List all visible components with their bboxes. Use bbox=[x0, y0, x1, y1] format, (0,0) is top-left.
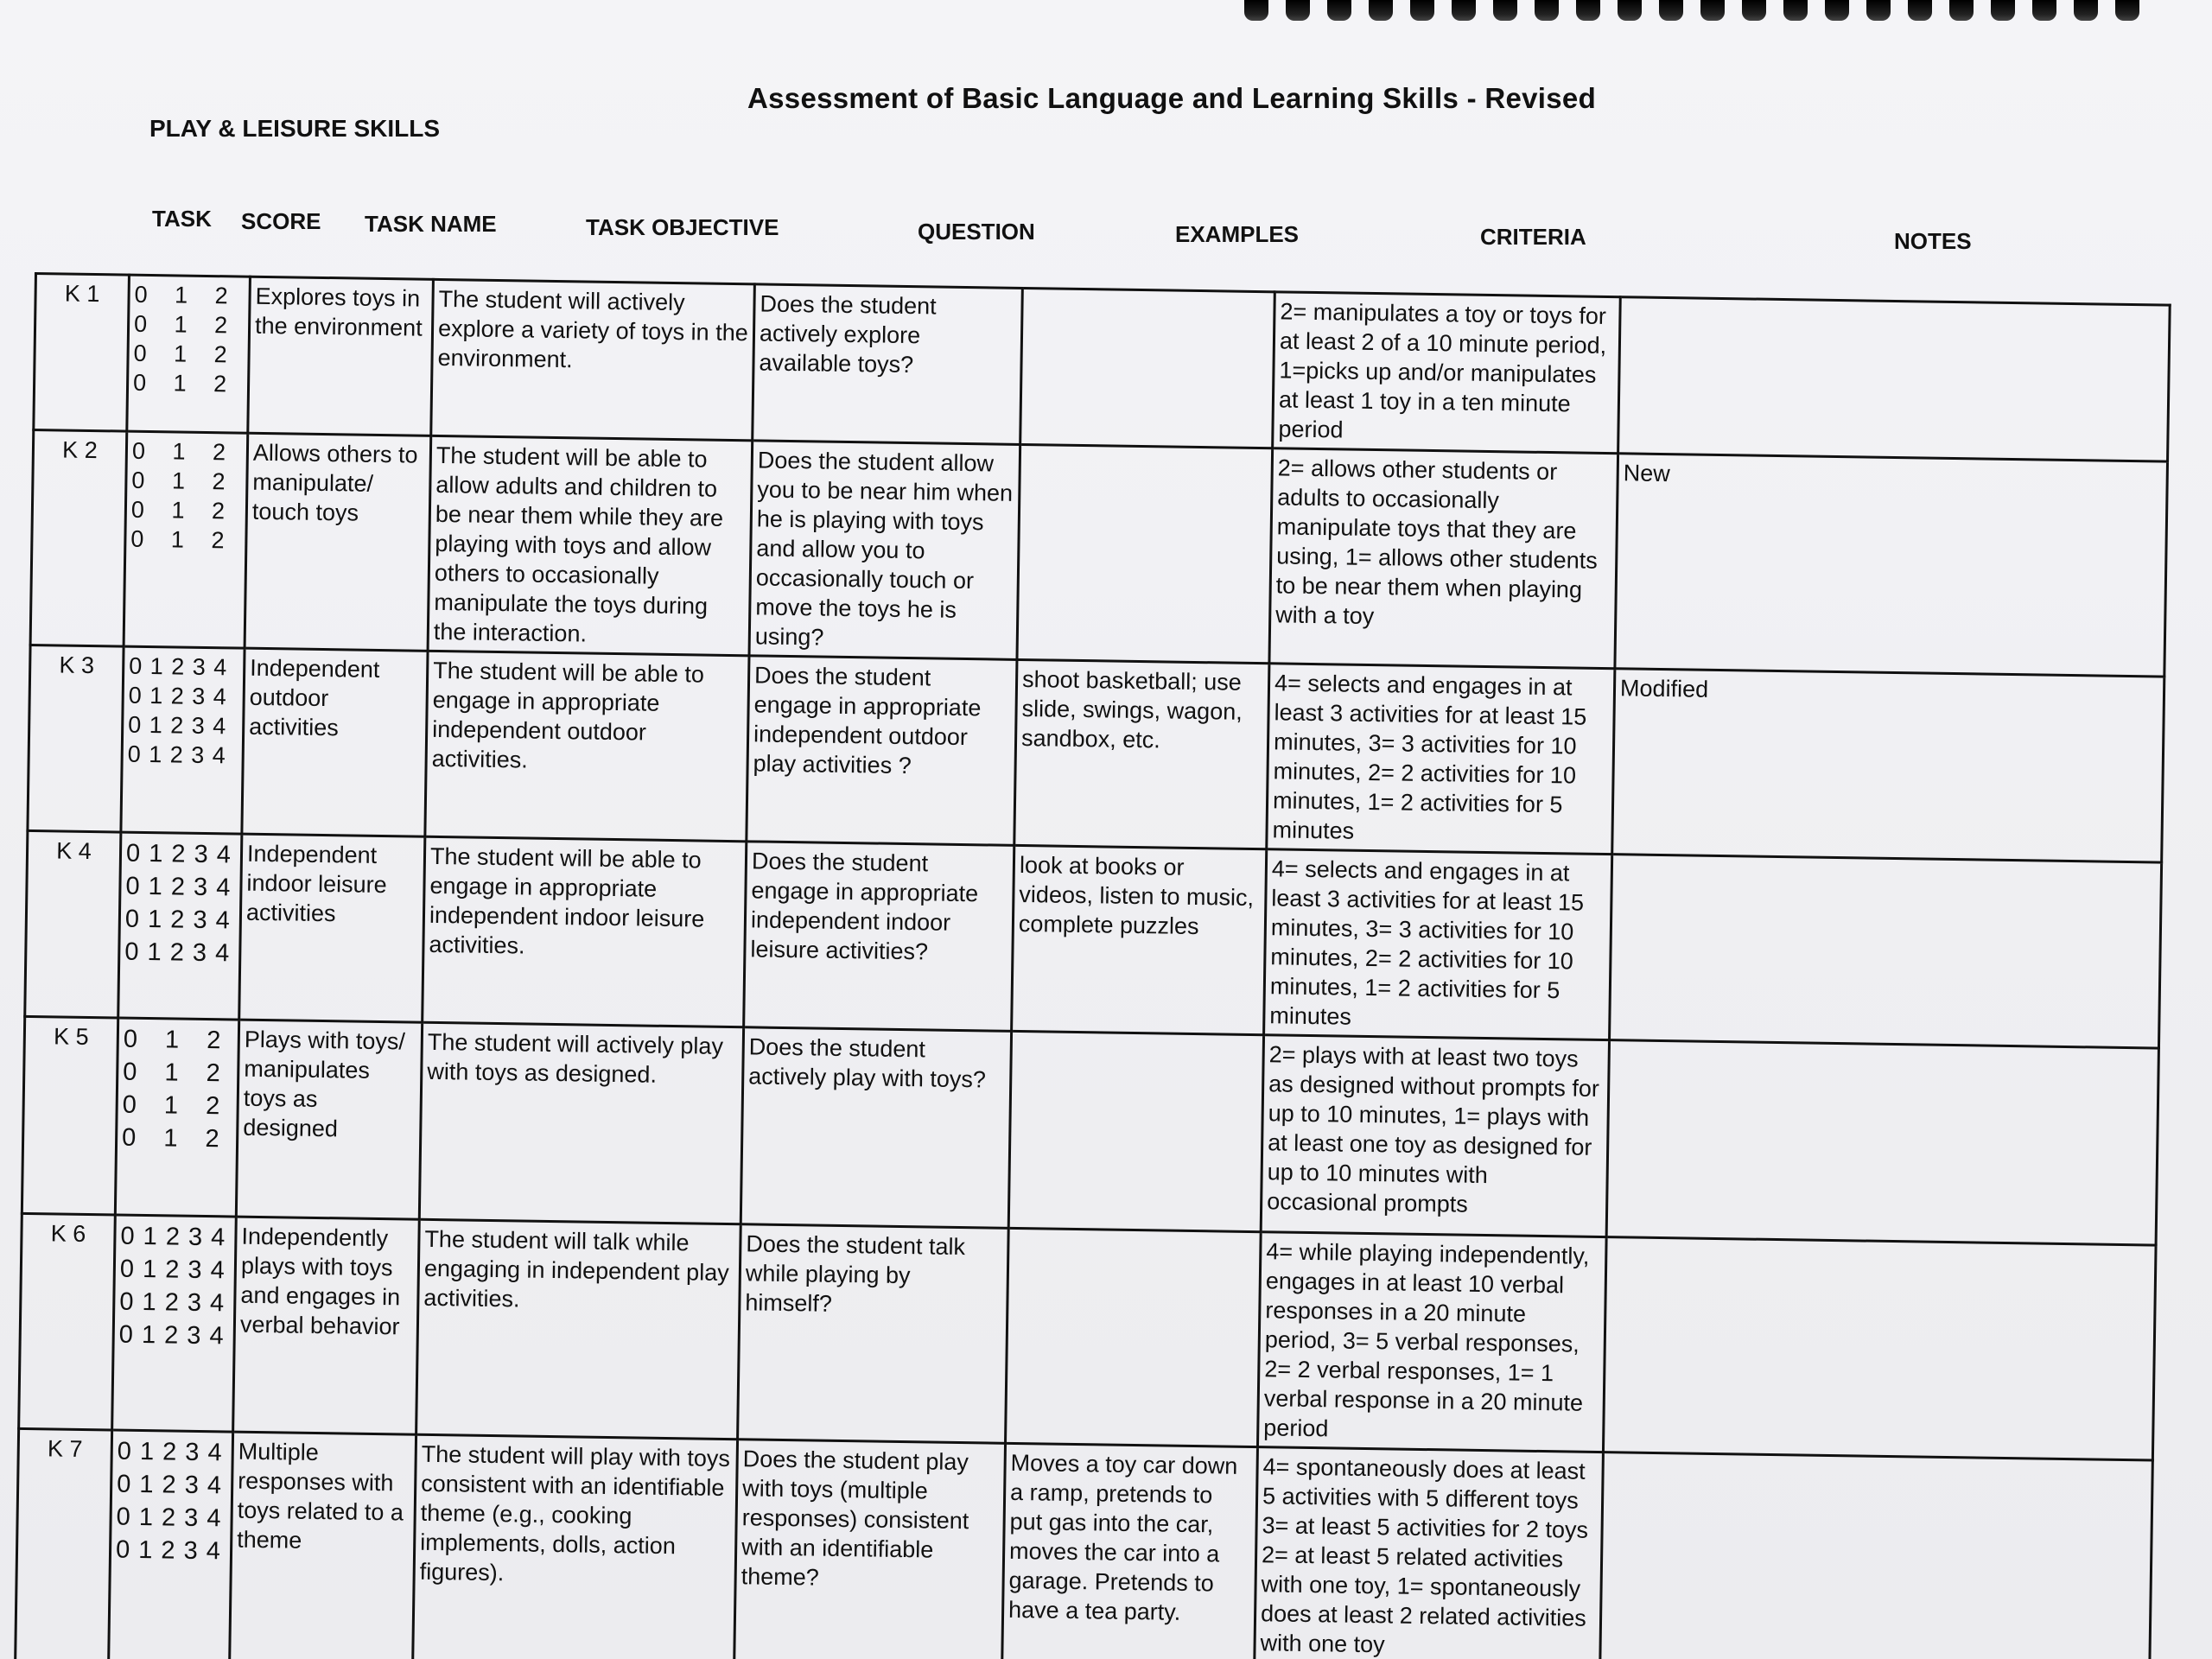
binding-coil bbox=[1949, 0, 1974, 21]
score-options[interactable]: 0 1 2 3 4 bbox=[127, 741, 227, 769]
table-row bbox=[34, 274, 2170, 462]
score-options[interactable]: 0 1 2 3 4 bbox=[115, 1535, 222, 1566]
score-options[interactable]: 0 1 2 bbox=[130, 496, 226, 524]
score-cell bbox=[118, 832, 242, 1020]
binding-coil bbox=[1327, 0, 1351, 21]
score-options[interactable]: 0 1 2 3 4 bbox=[117, 1437, 223, 1467]
task-examples: shoot basketball; use slide, swings, wagon, sandbox, etc. bbox=[1014, 659, 1269, 849]
score-cell bbox=[112, 1215, 237, 1432]
task-criteria: 4= selects and engages in at least 3 activities for at least 15 minutes, 3= 3 activities for 10 minutes, 2= 2 activities for 10 minutes, 1= 2 activities for 5 minutes bbox=[1264, 849, 1612, 1040]
task-name: Independently plays with toys and engages in verbal behavior bbox=[233, 1217, 420, 1434]
task-id: K 7 bbox=[15, 1428, 111, 1659]
table-row bbox=[25, 830, 2162, 1048]
binding-coil bbox=[1535, 0, 1559, 21]
score-options[interactable]: 0 1 2 3 4 bbox=[124, 938, 231, 968]
table-row bbox=[30, 430, 2167, 677]
score-options[interactable]: 0 1 2 bbox=[122, 1090, 221, 1121]
task-examples bbox=[1006, 1228, 1262, 1446]
binding-coil bbox=[1286, 0, 1310, 21]
score-options[interactable]: 0 1 2 3 4 bbox=[128, 711, 227, 740]
table-row bbox=[22, 1016, 2158, 1245]
task-notes[interactable] bbox=[1599, 1452, 2152, 1659]
task-name: Multiple responses with toys related to a theme bbox=[229, 1432, 416, 1659]
binding-coil bbox=[2032, 0, 2056, 21]
score-cell bbox=[115, 1018, 238, 1217]
document-title: Assessment of Basic Language and Learning Skills - Revised bbox=[747, 82, 1597, 114]
task-question: Does the student allow you to be near him when he is playing with toys and allow you to occasionally touch or move the toys he is using? bbox=[749, 441, 1020, 660]
task-question: Does the student engage in appropriate independent outdoor play activities ? bbox=[747, 656, 1017, 846]
score-options[interactable]: 0 1 2 3 4 bbox=[118, 1320, 225, 1351]
task-id: K 2 bbox=[30, 430, 127, 647]
task-examples bbox=[1020, 288, 1275, 448]
task-criteria: 4= while playing independently, engages in at least 10 verbal responses in a 20 minute period, 3= 5 verbal responses, 2= 2 verbal responses, 1= 1 verbal response in a 20 minute period bbox=[1257, 1232, 1606, 1452]
binding-coil bbox=[1244, 0, 1268, 21]
score-options[interactable]: 0 1 2 3 4 bbox=[125, 839, 232, 869]
score-options[interactable]: 0 1 2 bbox=[130, 525, 226, 554]
score-cell bbox=[108, 1430, 232, 1659]
task-name: Independent indoor leisure activities bbox=[239, 834, 425, 1022]
score-options[interactable]: 0 1 2 3 4 bbox=[125, 872, 232, 902]
score-options[interactable]: 0 1 2 bbox=[131, 467, 226, 495]
task-id: K 3 bbox=[28, 645, 124, 832]
task-id: K 4 bbox=[25, 830, 121, 1018]
task-notes[interactable] bbox=[1618, 297, 2171, 461]
score-options[interactable]: 0 1 2 3 4 bbox=[128, 682, 228, 710]
column-header-examples: EXAMPLES bbox=[1175, 221, 1300, 247]
task-name: Plays with toys/ manipulates toys as designed bbox=[236, 1020, 422, 1219]
binding-coil bbox=[2074, 0, 2098, 21]
task-notes[interactable] bbox=[1603, 1237, 2156, 1460]
table-row bbox=[28, 645, 2164, 862]
binding-coil bbox=[1369, 0, 1393, 21]
column-header-notes: NOTES bbox=[1894, 228, 1972, 254]
table-row bbox=[19, 1213, 2156, 1460]
task-question: Does the student play with toys (multiple responses) consistent with an identifiable theme? bbox=[734, 1440, 1005, 1659]
score-options[interactable]: 0 1 2 bbox=[134, 281, 229, 309]
task-id: K 6 bbox=[19, 1213, 116, 1430]
task-objective: The student will be able to engage in appropriate independent indoor leisure activities. bbox=[423, 836, 747, 1027]
binding-coil bbox=[1576, 0, 1600, 21]
task-notes[interactable]: Modified bbox=[1612, 669, 2164, 862]
binding-coil bbox=[1825, 0, 1849, 21]
score-options[interactable]: 0 1 2 bbox=[123, 1058, 222, 1088]
binding-coil bbox=[1452, 0, 1476, 21]
task-name: Explores toys in the environment bbox=[248, 276, 434, 435]
score-options[interactable]: 0 1 2 bbox=[121, 1123, 220, 1154]
score-options[interactable]: 0 1 2 3 4 bbox=[116, 1470, 223, 1500]
task-question: Does the student engage in appropriate independent indoor leisure activities? bbox=[744, 842, 1014, 1032]
score-options[interactable]: 0 1 2 3 4 bbox=[119, 1287, 226, 1318]
column-header-task-objective: TASK OBJECTIVE bbox=[586, 214, 779, 240]
task-notes[interactable] bbox=[1606, 1040, 2158, 1245]
task-id: K 5 bbox=[22, 1016, 118, 1215]
score-options[interactable]: 0 1 2 bbox=[123, 1025, 222, 1055]
score-cell bbox=[127, 275, 251, 433]
column-header-criteria: CRITERIA bbox=[1480, 224, 1586, 250]
task-notes[interactable] bbox=[1610, 855, 2162, 1048]
score-options[interactable]: 0 1 2 bbox=[133, 310, 229, 339]
task-question: Does the student talk while playing by himself? bbox=[738, 1224, 1009, 1444]
task-criteria: 2= allows other students or adults to occasionally manipulate toys that they are using, 1= allows other students to be near them when playing with a toy bbox=[1269, 448, 1618, 669]
spiral-binding bbox=[1244, 0, 2212, 22]
task-name: Independent outdoor activities bbox=[242, 648, 428, 836]
binding-coil bbox=[1618, 0, 1642, 21]
task-examples: Moves a toy car down a ramp, pretends to put gas into the car, moves the car into a garage. Pretends to have a tea party. bbox=[1001, 1443, 1257, 1659]
task-objective: The student will be able to allow adults and children to be near them while they are playing with toys and allow others to occasionally manipulate the toys during the interaction. bbox=[428, 435, 753, 655]
binding-coil bbox=[1410, 0, 1434, 21]
score-options[interactable]: 0 1 2 bbox=[131, 437, 227, 466]
binding-coil bbox=[1908, 0, 1932, 21]
task-criteria: 4= selects and engages in at least 3 activities for at least 15 minutes, 3= 3 activities for 10 minutes, 2= 2 activities for 10 minutes, 1= 2 activities for 5 minutes bbox=[1267, 664, 1615, 855]
column-header-question: QUESTION bbox=[918, 219, 1035, 245]
score-options[interactable]: 0 1 2 3 4 bbox=[119, 1255, 226, 1285]
task-objective: The student will play with toys consistent with an identifiable theme (e.g., cooking implements, dolls, action figures). bbox=[412, 1434, 737, 1659]
binding-coil bbox=[2115, 0, 2139, 21]
task-criteria: 4= spontaneously does at least 5 activities with 5 different toys 3= at least 5 activities for 2 toys 2= at least 5 related activities with one toy, 1= spontaneously does at least 2 related activities with one toy bbox=[1254, 1447, 1603, 1659]
task-objective: The student will be able to engage in appropriate independent outdoor activities. bbox=[425, 651, 749, 841]
score-options[interactable]: 0 1 2 3 4 bbox=[120, 1222, 226, 1252]
task-notes[interactable]: New bbox=[1615, 454, 2168, 677]
task-objective: The student will actively explore a variety of toys in the environment. bbox=[431, 279, 755, 440]
task-question: Does the student actively play with toys? bbox=[741, 1027, 1011, 1229]
assessment-table bbox=[14, 272, 2171, 1659]
section-title: PLAY & LEISURE SKILLS bbox=[149, 115, 441, 142]
task-name: Allows others to manipulate/ touch toys bbox=[245, 433, 431, 651]
binding-coil bbox=[1866, 0, 1891, 21]
task-criteria: 2= plays with at least two toys as designed without prompts for up to 10 minutes, 1= plays with at least one toy as designed for up to 10 minutes with occasional prompts bbox=[1261, 1035, 1609, 1237]
table-row bbox=[15, 1428, 2152, 1659]
task-objective: The student will actively play with toys as designed. bbox=[419, 1022, 743, 1224]
score-options[interactable]: 0 1 2 bbox=[132, 369, 228, 397]
task-examples bbox=[1008, 1031, 1263, 1231]
binding-coil bbox=[1783, 0, 1808, 21]
task-examples: look at books or videos, listen to music, complete puzzles bbox=[1012, 845, 1267, 1034]
task-question: Does the student actively explore available toys? bbox=[753, 284, 1023, 445]
score-cell bbox=[124, 431, 248, 648]
score-options[interactable]: 0 1 2 3 4 bbox=[124, 905, 232, 935]
binding-coil bbox=[1659, 0, 1683, 21]
binding-coil bbox=[1742, 0, 1766, 21]
column-header-score: SCORE bbox=[241, 208, 321, 234]
binding-coil bbox=[1991, 0, 2015, 21]
score-cell bbox=[121, 646, 245, 834]
score-options[interactable]: 0 1 2 bbox=[133, 340, 228, 368]
column-header-task: TASK bbox=[152, 206, 212, 232]
column-header-task-name: TASK NAME bbox=[365, 211, 497, 237]
binding-coil bbox=[1700, 0, 1725, 21]
task-objective: The student will talk while engaging in independent play activities. bbox=[416, 1219, 741, 1439]
task-id: K 1 bbox=[34, 274, 130, 432]
binding-coil bbox=[1493, 0, 1517, 21]
task-examples bbox=[1017, 444, 1273, 663]
score-options[interactable]: 0 1 2 3 4 bbox=[116, 1503, 222, 1533]
task-criteria: 2= manipulates a toy or toys for at least 2 of a 10 minute period, 1=picks up and/or manipulates at least 1 toy in a ten minute period bbox=[1273, 292, 1621, 454]
score-options[interactable]: 0 1 2 3 4 bbox=[129, 652, 228, 681]
